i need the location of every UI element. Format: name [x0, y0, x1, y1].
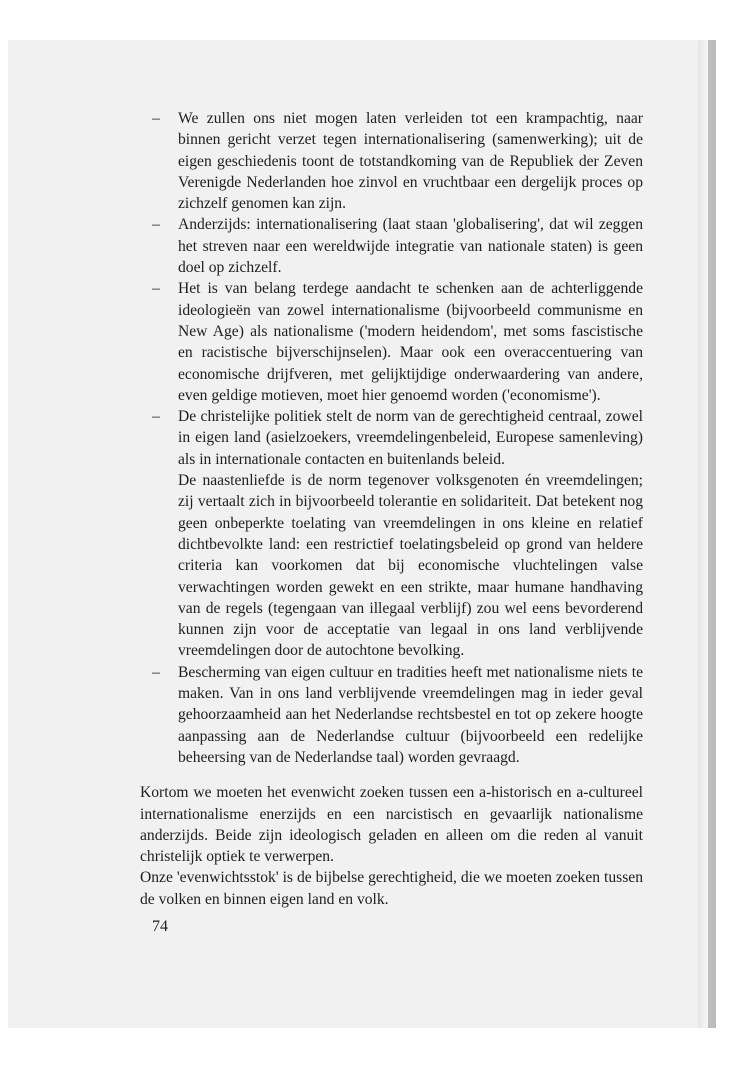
- bullet-dash: –: [152, 663, 160, 681]
- page-body: [140, 108, 643, 910]
- bullet-dash: –: [152, 110, 160, 127]
- page-edge: [698, 40, 708, 1028]
- paragraph: Bescherming van eigen cultuur en tradities heeft met nationalisme niets te maken. Van in ons land verblijvende vreemdelingen mag in ieder geval gehoorzaamheid aan het Nederlandse rechtsbestel en tot op zekere hoogte aanpassing aan de Nederlandse cultuur (bijvoorbeeld een redelijke beheersing van de Nederlandse taal) worden gevraagd.: [178, 663, 643, 766]
- book-spine: [708, 40, 716, 1028]
- list-item: [140, 406, 643, 662]
- list-item: [140, 214, 643, 278]
- bullet-dash: –: [152, 280, 160, 298]
- paragraph: We zullen ons niet mogen laten verleiden tot een krampachtig, naar binnen gericht verzet tegen internationalisering (samenwerking); uit de eigen geschiedenis toont de totstandkoming van de Republiek der Zeven Verenigde Nederlanden hoe zinvol en vruchtbaar een dergelijk proces op zichzelf genomen kan zijn.: [178, 110, 643, 213]
- paragraph: De naastenliefde is de norm tegenover volksgenoten én vreemdelingen; zij vertaalt zich in bijvoorbeeld tolerantie en solidariteit. Dat betekent nog geen onbeperkte toelating van vreemdelingen in ons kleine en relatief dichtbevolkte land: een restrictief toelatingsbeleid op grond van heldere criteria kan voorkomen dat bij economische vluchtelingen valse verwachtingen worden gewekt en een strikte, maar humane handhaving van de regels (tegengaan van illegaal verblijf) zou wel eens bevorderend kunnen zijn voor de acceptatie van legaal in ons land verblijvende vreemdelingen door de autochtone bevolking.: [178, 472, 643, 660]
- bullet-dash: –: [152, 408, 160, 426]
- closing-paragraph: Onze 'evenwichtsstok' is de bijbelse gerechtigheid, die we moeten zoeken tussen de volken en binnen eigen land en volk.: [140, 869, 643, 908]
- list-item: [140, 278, 643, 406]
- page-number: 74: [152, 918, 168, 935]
- closing-section: [140, 782, 643, 910]
- bullet-dash: –: [152, 216, 160, 234]
- bullet-list: [140, 108, 643, 768]
- closing-paragraph: Kortom we moeten het evenwicht zoeken tussen een a-historisch en a-cultureel internationalisme enerzijds en een narcistisch en gevaarlijk nationalisme anderzijds. Beide zijn ideologisch geladen en alleen om die reden al vanuit christelijk optiek te verwerpen.: [140, 784, 643, 866]
- list-item: [140, 108, 643, 214]
- paragraph: De christelijke politiek stelt de norm van de gerechtigheid centraal, zowel in eigen land (asielzoekers, vreemdelingenbeleid, Europese samenleving) als in internationale contacten en buitenlands beleid.: [178, 408, 643, 468]
- list-item: [140, 662, 643, 768]
- paragraph: Het is van belang terdege aandacht te schenken aan de achterliggende ideologieën van zowel internationalisme (bijvoorbeeld communisme en New Age) als nationalisme ('modern heidendom', met soms fascistische en racistische bijverschijnselen). Maar ook een overaccentuering van economische drijfveren, met gelijktijdige onderwaardering van andere, even geldige motieven, moet hier genoemd worden ('economisme').: [178, 280, 643, 404]
- paragraph: Anderzijds: internationalisering (laat staan 'globalisering', dat wil zeggen het streven naar een wereldwijde integratie van nationale staten) is geen doel op zichzelf.: [178, 216, 643, 277]
